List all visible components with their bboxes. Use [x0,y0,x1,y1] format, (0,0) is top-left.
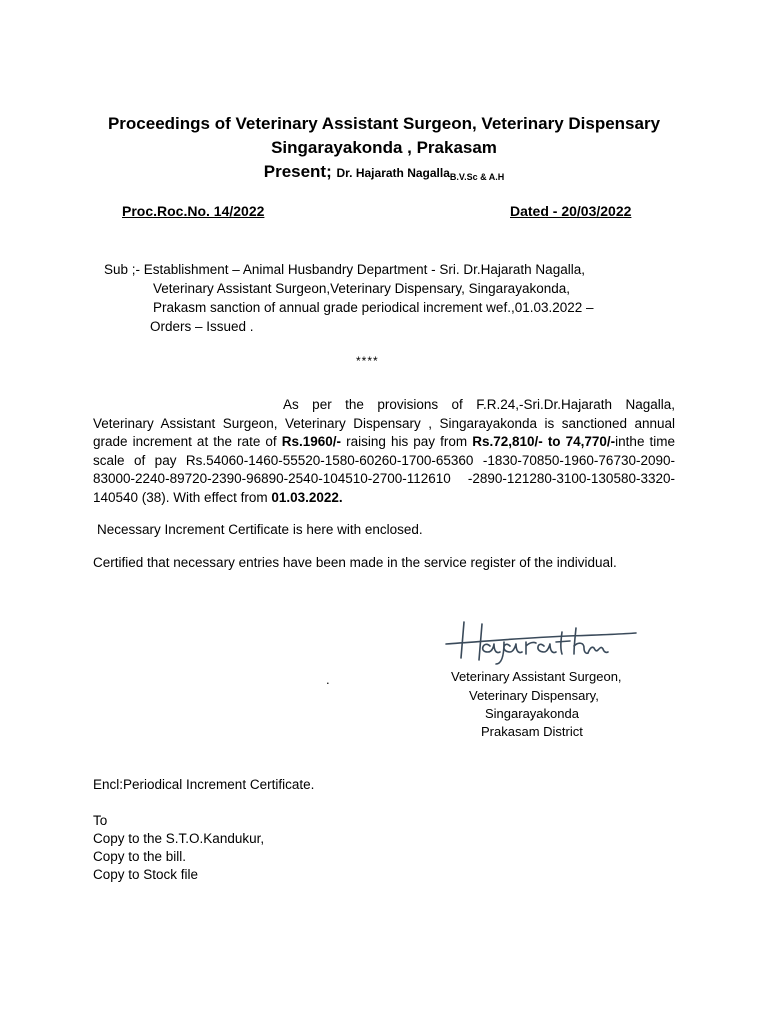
enclosure: Encl:Periodical Increment Certificate. [93,777,315,792]
proc-number: Proc.Roc.No. 14/2022 [122,203,265,219]
separator: **** [356,354,379,368]
signature-line-2: Veterinary Dispensary, [469,688,599,703]
copy-line-1: Copy to the S.T.O.Kandukur, [93,831,265,846]
signature-line-1: Veterinary Assistant Surgeon, [451,669,622,684]
subject-line-3: Prakasm sanction of annual grade periodical increment wef.,01.03.2022 – [153,300,594,315]
p1-text-a: As per the provisions of F.R.24,-Sri.Dr.Hajarath Nagalla, Veterinary Assistant Surgeon, Veterinary Dispensary , Singarayakonda is sanctioned annual grade increment at the rate of [93,397,675,450]
present-name: Dr. Hajarath Nagalla [336,166,450,180]
present-qualification: B.V.Sc & A.H [449,172,505,182]
p1-text-c: inthe time scale of pay Rs.54060-1460-55520-1580-60260-1700-65360 -1830-70850-1960-76730-2090-83000-2240-89720-2390-96890-2540-104510-2700-112610 -2890-121280-3100-130580-3320-140540 (38). With effect from [93,434,676,505]
p1-effective-date: 01.03.2022. [271,489,343,505]
header-line-2: Singarayakonda , Prakasam [271,138,497,157]
signature-line-3: Singarayakonda [485,706,579,721]
header-line-1: Proceedings of Veterinary Assistant Surgeon, Veterinary Dispensary [107,114,661,133]
signature-image [438,612,638,666]
body-paragraph-3: Certified that necessary entries have been made in the service register of the individual. [93,555,617,570]
signature-dot: . [326,672,330,687]
p1-pay-range: Rs.72,810/- to 74,770/- [472,434,616,450]
p1-rate: Rs.1960/- [281,434,342,450]
to-label: To [93,813,108,828]
signature-line-4: Prakasam District [481,724,583,739]
p1-text-b: raising his pay from [341,434,473,450]
present-line [0,162,768,182]
copy-line-2: Copy to the bill. [93,849,187,864]
subject-line-2: Veterinary Assistant Surgeon,Veterinary Dispensary, Singarayakonda, [153,281,570,296]
subject-line-1: Sub ;- Establishment – Animal Husbandry Department - Sri. Dr.Hajarath Nagalla, [104,262,585,277]
subject-line-4: Orders – Issued . [150,319,254,334]
proc-date: Dated - 20/03/2022 [510,203,632,219]
body-paragraph-1 [93,396,675,508]
body-paragraph-2: Necessary Increment Certificate is here with enclosed. [97,522,423,537]
copy-line-3: Copy to Stock file [93,867,199,882]
present-label: Present; [263,162,332,181]
